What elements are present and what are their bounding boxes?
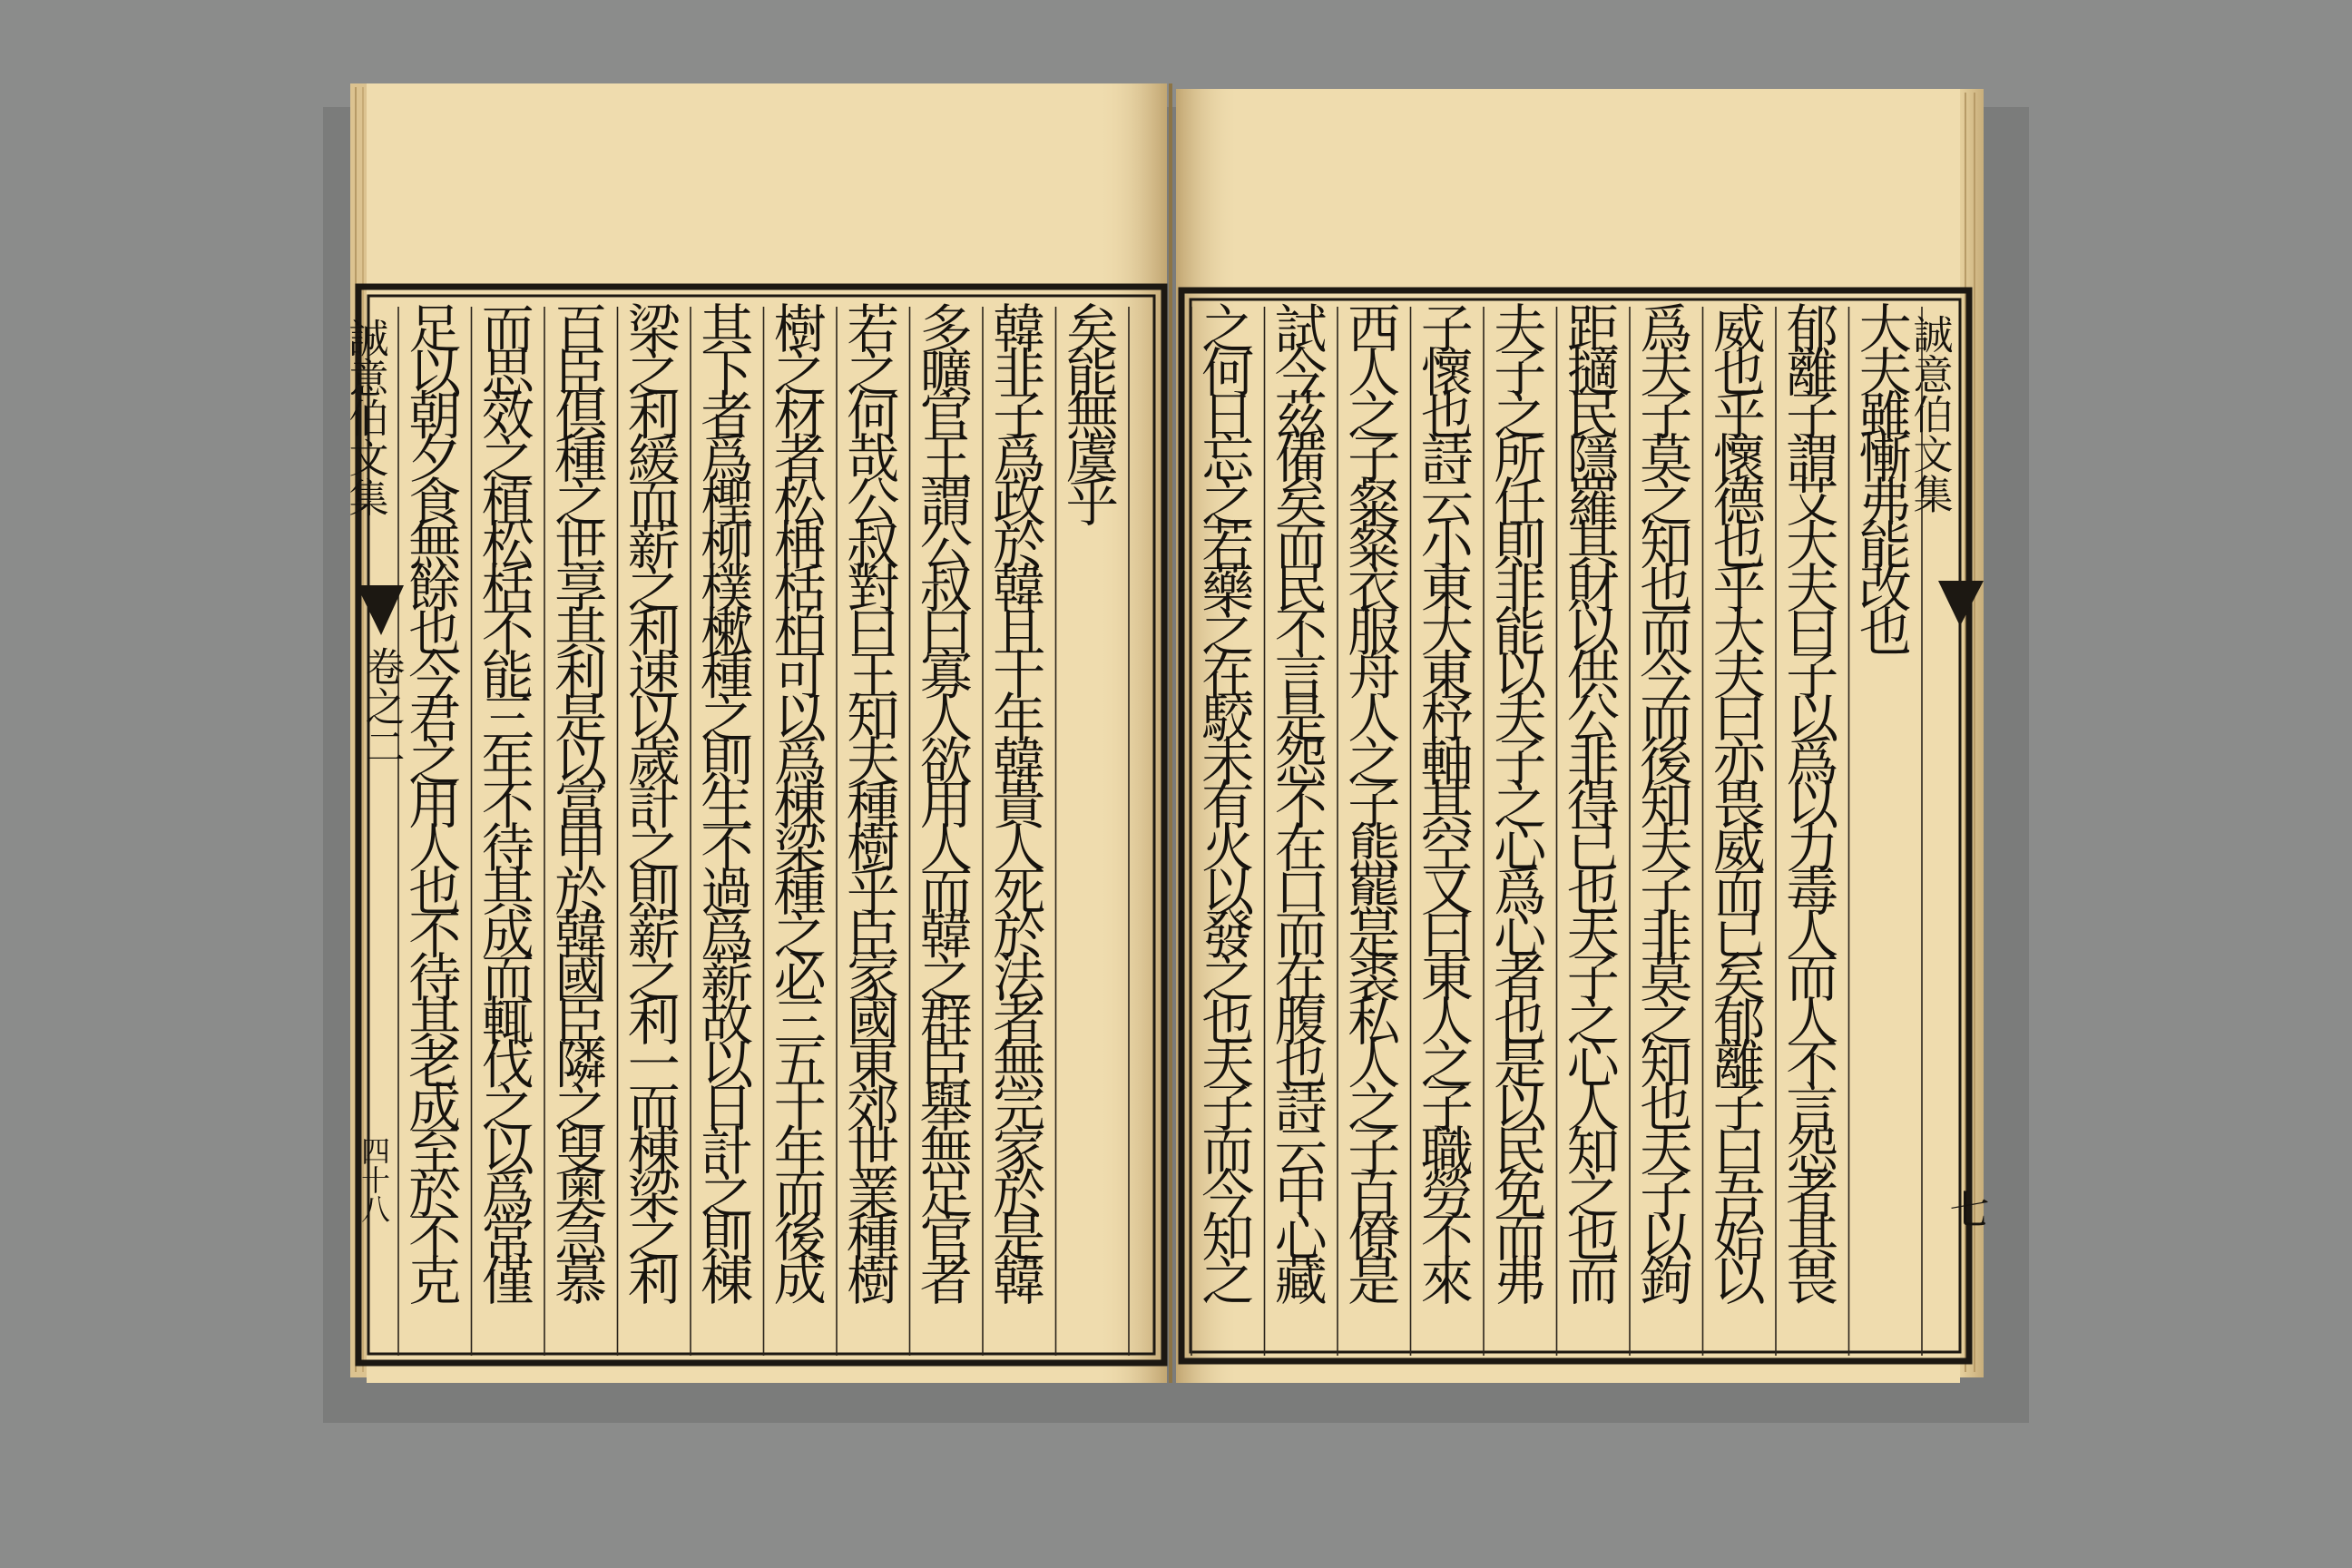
text-column: 若之何哉公叔對曰王知夫種樹乎臣家國東郊世業種樹: [847, 299, 900, 1312]
text-column: 距擿民隱羅其財以供公非得已也夫子之心人知之也而: [1566, 299, 1620, 1312]
right-folio: 七: [1942, 1189, 1989, 1229]
text-column: 夫子之所任則非能以夫子之心爲心者也是以民免而弗: [1494, 299, 1547, 1312]
text-column: 威也乎懷德也乎大夫曰亦畏威而已矣郁離子曰吾始以: [1712, 299, 1766, 1312]
text-column: 爲夫子莫之知也而今而後知夫子非莫之知也夫子以鉤: [1640, 299, 1693, 1312]
text-column: 韓非子爲政於韓且十年韓貴人死於法者無完家於是韓: [993, 299, 1046, 1312]
text-column: 矣能無虞乎: [1065, 299, 1119, 534]
text-column: 多曠官王謂公叔曰寡人欲用人而韓之群臣舉無足官者: [919, 299, 973, 1312]
text-column: 百臣倶種之世享其利是以富甲於韓國臣隣之叟奥急慕: [554, 299, 608, 1312]
text-column: 子懷也詩云小東大東杼軸其空又曰東人之子職勞不來: [1420, 299, 1474, 1312]
left-header: 誠意伯文集: [341, 318, 388, 517]
text-column: 之何日忘之若藥之在駮未有火以發之也夫子而今知之: [1201, 299, 1255, 1312]
text-column: 而思效之植松栝不能三年不待其成而輒伐之以爲常僅: [481, 299, 534, 1312]
text-column: 西人之子粲粲衣服舟人之子熊羆是裘私人之子百僚是: [1348, 299, 1401, 1312]
text-column: 梁之利緩而薪之利速以歲計之則薪之利一而棟梁之利: [627, 299, 681, 1312]
text-column: 大夫雖慚弗能改也: [1858, 299, 1912, 663]
text-column: 足以朝夕食無餘也今君之用人也不待其老成至於不克: [408, 299, 462, 1312]
text-column: 其下者爲檉柳樸樕種之則生不過爲薪故以日計之則棟: [701, 299, 754, 1312]
left-chapter: 卷之二: [358, 646, 405, 766]
text-column: 郁離子謂艾大夫曰子以爲以力毒人而人不言怨者其畏: [1786, 299, 1839, 1312]
left-folio: 四十八: [357, 1136, 391, 1223]
right-header: 誠意伯文集: [1906, 314, 1953, 514]
text-column: 試今茲備矣而民不言是怨不在口而在腹也詩云中心藏: [1274, 299, 1328, 1312]
gutter-shadow-left: [1096, 83, 1167, 1383]
text-column: 樹之材者松柟栝柏可以爲棟梁種之必三五十年而後成: [773, 299, 827, 1312]
